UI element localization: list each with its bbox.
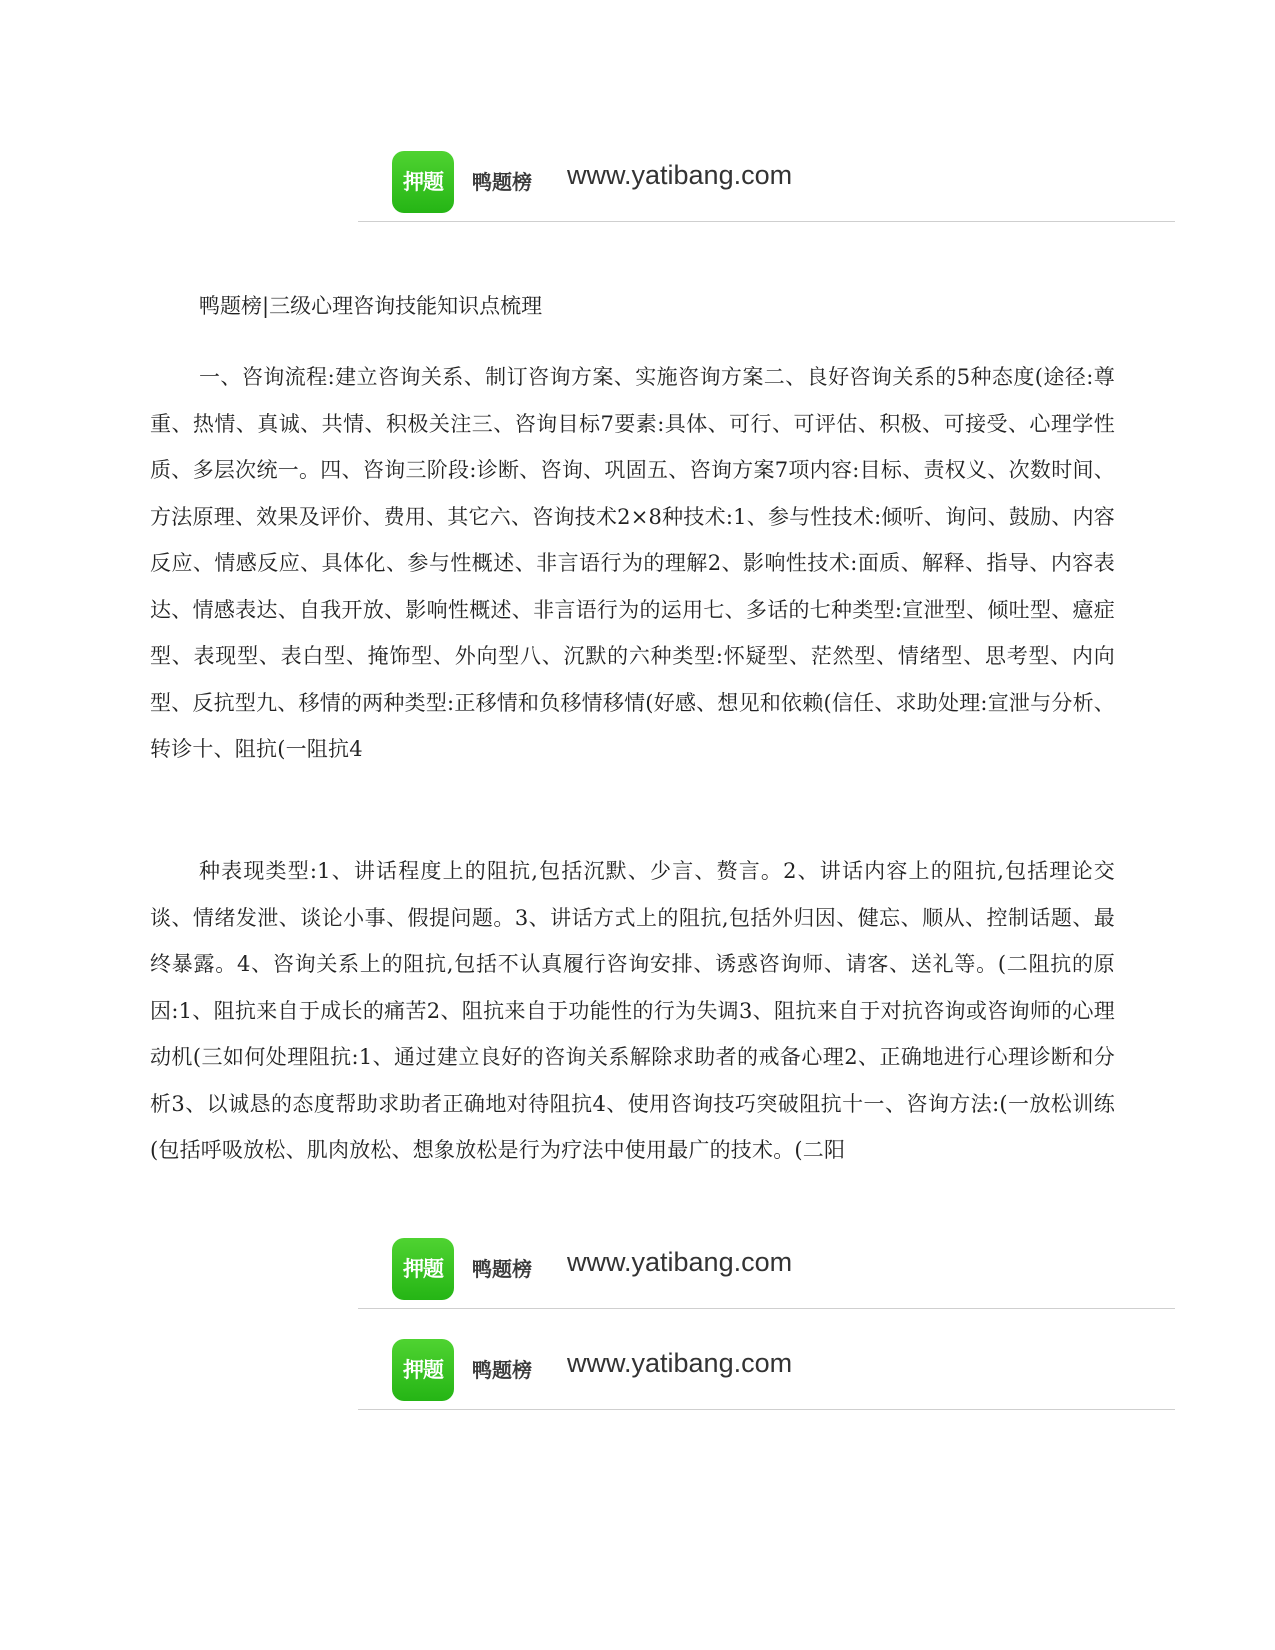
brand-header-middle: [358, 1232, 1175, 1309]
brand-name: 鸭题榜: [472, 1358, 532, 1382]
paragraph-2: 种表现类型:1、讲话程度上的阻抗,包括沉默、少言、赘言。2、讲话内容上的阻抗,包括理论交谈、情绪发泄、谈论小事、假提问题。3、讲话方式上的阻抗,包括外归因、健忘、顺从、控制话题、最终暴露。4、咨询关系上的阻抗,包括不认真履行咨询安排、诱惑咨询师、请客、送礼等。(二阻抗的原因:1、阻抗来自于成长的痛苦2、阻抗来自于功能性的行为失调3、阻抗来自于对抗咨询或咨询师的心理动机(三如何处理阻抗:1、通过建立良好的咨询关系解除求助者的戒备心理2、正确地进行心理诊断和分析3、以诚恳的态度帮助求助者正确地对待阻抗4、使用咨询技巧突破阻抗十一、咨询方法:(一放松训练(包括呼吸放松、肌肉放松、想象放松是行为疗法中使用最广的技术。(二阳: [150, 859, 1115, 1162]
yatibang-logo-icon: 押题: [392, 1339, 454, 1401]
brand-header-bottom: [358, 1333, 1175, 1410]
brand-url: www.yatibang.com: [567, 1247, 793, 1277]
brand-header-top: [358, 145, 1175, 222]
brand-name: 鸭题榜: [472, 170, 532, 194]
document-title: 鸭题榜|三级心理咨询技能知识点梳理: [199, 294, 543, 318]
brand-name: 鸭题榜: [472, 1257, 532, 1281]
brand-url: www.yatibang.com: [567, 160, 793, 190]
yatibang-logo-icon: 押题: [392, 1238, 454, 1300]
yatibang-logo-icon: 押题: [392, 151, 454, 213]
paragraph-1: 一、咨询流程:建立咨询关系、制订咨询方案、实施咨询方案二、良好咨询关系的5种态度(途径:尊重、热情、真诚、共情、积极关注三、咨询目标7要素:具体、可行、可评估、积极、可接受、心理学性质、多层次统一。四、咨询三阶段:诊断、咨询、巩固五、咨询方案7项内容:目标、责权义、次数时间、方法原理、效果及评价、费用、其它六、咨询技术2×8种技术:1、参与性技术:倾听、询问、鼓励、内容反应、情感反应、具体化、参与性概述、非言语行为的理解2、影响性技术:面质、解释、指导、内容表达、情感表达、自我开放、影响性概述、非言语行为的运用七、多话的七种类型:宣泄型、倾吐型、癔症型、表现型、表白型、掩饰型、外向型八、沉默的六种类型:怀疑型、茫然型、情绪型、思考型、内向型、反抗型九、移情的两种类型:正移情和负移情移情(好感、想见和依赖(信任、求助处理:宣泄与分析、转诊十、阻抗(一阻抗4: [150, 365, 1115, 761]
brand-url: www.yatibang.com: [567, 1348, 793, 1378]
